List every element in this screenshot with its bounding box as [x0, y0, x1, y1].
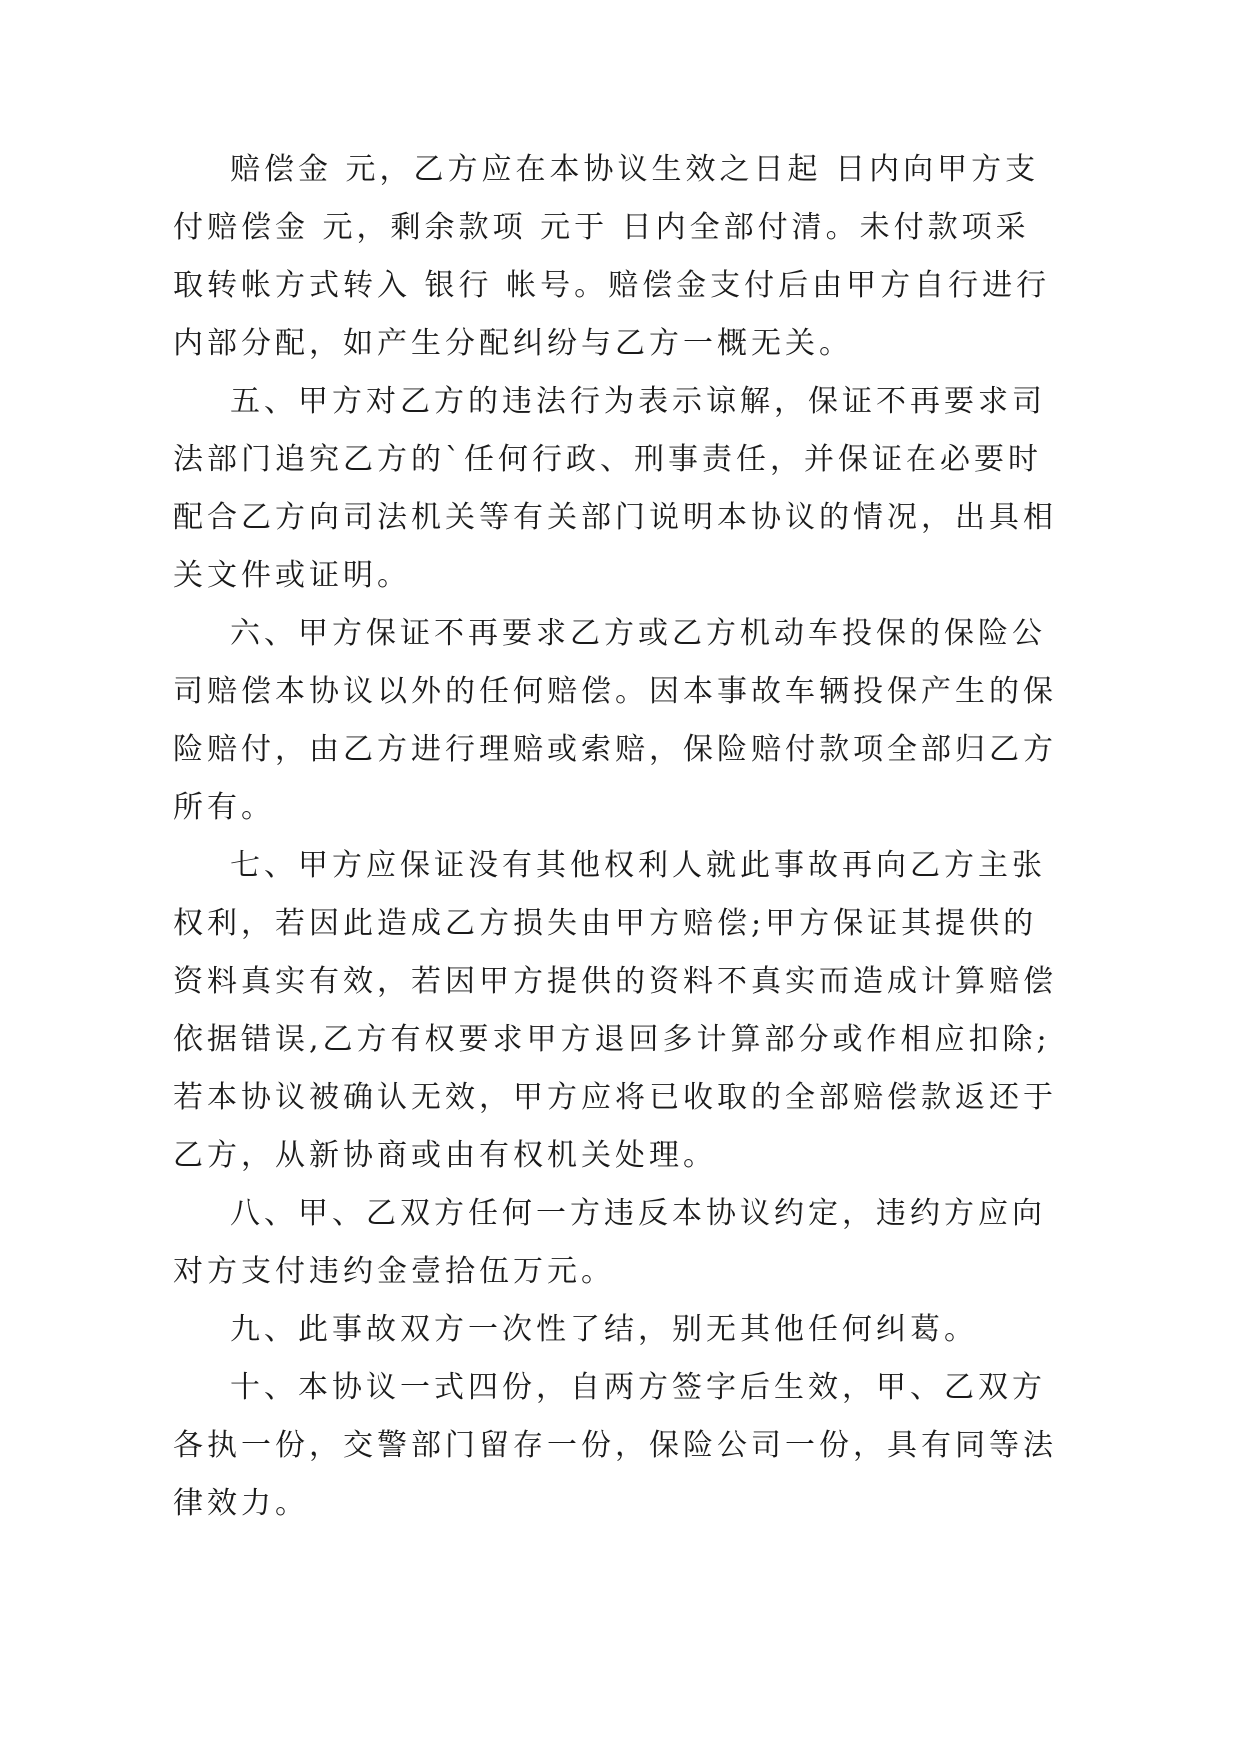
text-line: 七、甲方应保证没有其他权利人就此事故再向乙方主张	[230, 848, 1046, 883]
text-line: 所有。	[173, 790, 275, 825]
text-line: 九、此事故双方一次性了结，别无其他任何纠葛。	[230, 1312, 978, 1347]
text-line: 八、甲、乙双方任何一方违反本协议约定，违约方应向	[230, 1196, 1046, 1231]
text-line: 内部分配，如产生分配纠纷与乙方一概无关。	[173, 326, 853, 361]
text-line: 依据错误,乙方有权要求甲方退回多计算部分或作相应扣除;	[173, 1022, 1051, 1057]
text-line: 五、甲方对乙方的违法行为表示谅解，保证不再要求司	[230, 384, 1046, 419]
text-line: 配合乙方向司法机关等有关部门说明本协议的情况，出具相	[173, 500, 1057, 535]
text-line: 六、甲方保证不再要求乙方或乙方机动车投保的保险公	[230, 616, 1046, 651]
text-line: 资料真实有效，若因甲方提供的资料不真实而造成计算赔偿	[173, 964, 1057, 999]
text-line: 十、本协议一式四份，自两方签字后生效，甲、乙双方	[230, 1370, 1046, 1405]
text-line: 赔偿金 元，乙方应在本协议生效之日起 日内向甲方支	[230, 152, 1040, 187]
text-line: 对方支付违约金壹拾伍万元。	[173, 1254, 615, 1289]
text-line: 险赔付，由乙方进行理赔或索赔，保险赔付款项全部归乙方	[173, 732, 1057, 767]
text-line: 各执一份，交警部门留存一份，保险公司一份，具有同等法	[173, 1428, 1057, 1463]
text-line: 取转帐方式转入 银行 帐号。赔偿金支付后由甲方自行进行	[173, 268, 1051, 303]
text-line: 律效力。	[173, 1486, 309, 1521]
text-line: 司赔偿本协议以外的任何赔偿。因本事故车辆投保产生的保	[173, 674, 1057, 709]
text-line: 权利，若因此造成乙方损失由甲方赔偿;甲方保证其提供的	[173, 906, 1038, 941]
text-line: 乙方，从新协商或由有权机关处理。	[173, 1138, 717, 1173]
text-line: 若本协议被确认无效，甲方应将已收取的全部赔偿款返还于	[173, 1080, 1057, 1115]
text-line: 付赔偿金 元，剩余款项 元于 日内全部付清。未付款项采	[173, 210, 1030, 245]
text-line: 关文件或证明。	[173, 558, 411, 593]
text-line: 法部门追究乙方的`任何行政、刑事责任，并保证在必要时	[173, 442, 1042, 477]
